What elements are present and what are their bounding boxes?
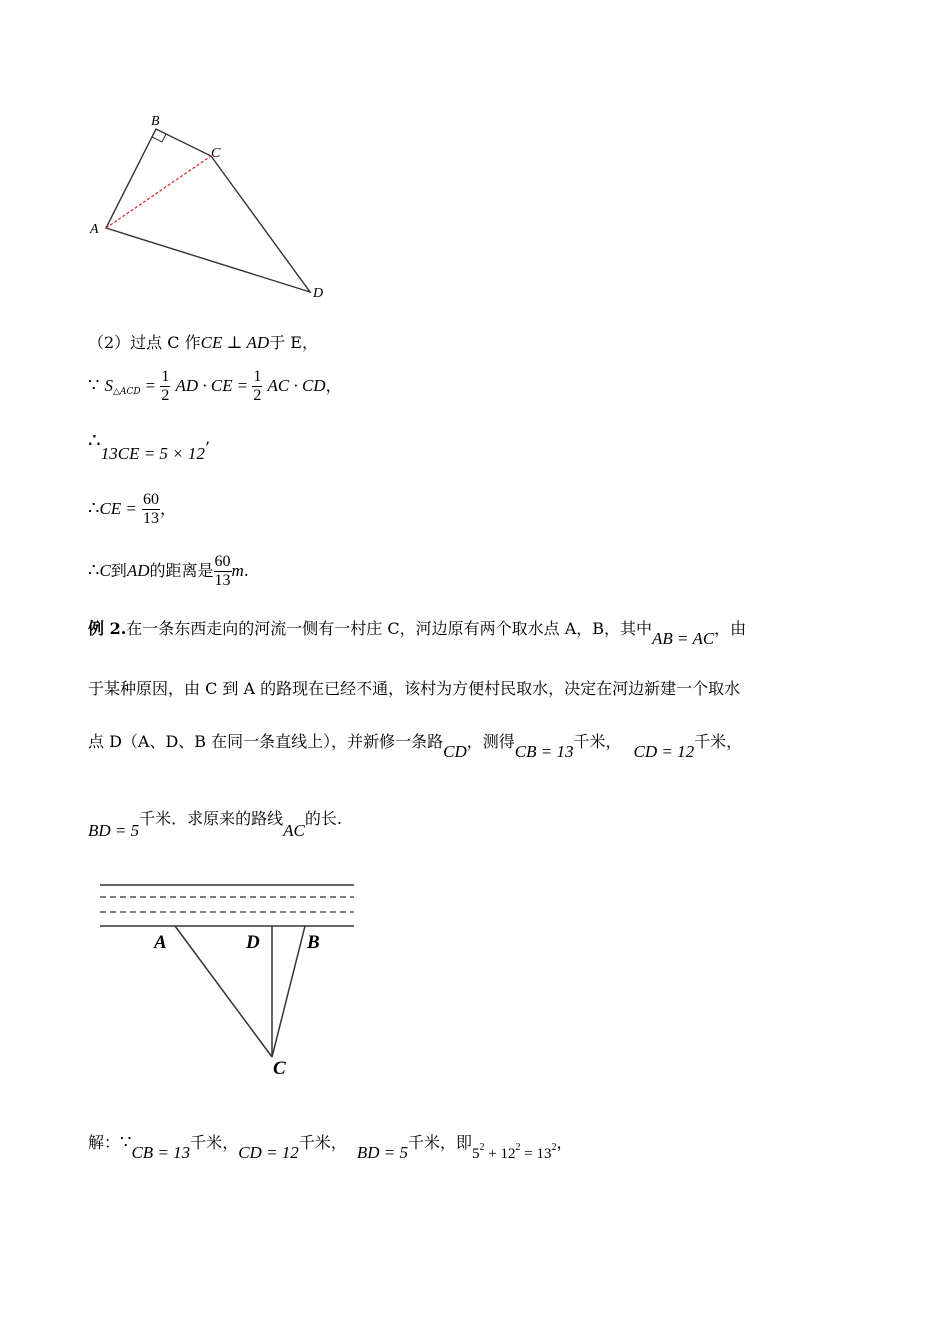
solution-cd: CD = 12 bbox=[238, 1143, 299, 1162]
step1-prefix: （2）过点 C 作 bbox=[88, 333, 201, 352]
unit-km: 千米 bbox=[573, 732, 606, 751]
area-symbol: S bbox=[104, 376, 114, 395]
frac-num: 1 bbox=[253, 368, 262, 385]
frac-den: 2 bbox=[253, 387, 262, 404]
eq-equals-13: = 13 bbox=[520, 1146, 552, 1162]
unit-km: 千米 bbox=[298, 1133, 331, 1152]
solution-step-1 bbox=[88, 330, 318, 353]
area-term-2: AC · CD bbox=[267, 376, 326, 395]
example2-line2-text: 于某种原因，由 C 到 A 的路现在已经不通，该村为方便村民取水，决定在河边新建一个取水 bbox=[88, 679, 741, 698]
label-d: D bbox=[313, 286, 324, 301]
step5-c: C bbox=[99, 561, 111, 580]
because-symbol: ∵ bbox=[120, 1132, 132, 1153]
step1-math: CE ⊥ AD bbox=[200, 333, 270, 352]
step4-lhs: CE = bbox=[99, 499, 137, 518]
frac-den: 13 bbox=[214, 572, 231, 589]
equals-sign: = bbox=[145, 376, 156, 395]
frac-den: 2 bbox=[161, 387, 170, 404]
right-angle-mark bbox=[152, 134, 166, 142]
unit-km: 千米 bbox=[139, 809, 172, 828]
unit-km: 千米 bbox=[190, 1133, 223, 1152]
step3-math: 13CE = 5 × 12 bbox=[100, 444, 205, 463]
area-subscript: △ACD bbox=[113, 387, 141, 397]
eq-base-5: 5 bbox=[472, 1146, 480, 1162]
step4-tail: ， bbox=[160, 499, 177, 518]
solution-tail: ， bbox=[556, 1133, 573, 1152]
therefore-symbol: ∴ bbox=[88, 498, 100, 519]
step5-text: 的距离是 bbox=[149, 561, 214, 580]
fraction-60-13 bbox=[142, 491, 160, 528]
equals-sign: = bbox=[237, 376, 248, 395]
step5-tail: . bbox=[243, 561, 249, 580]
step1-suffix: 于 E， bbox=[269, 333, 318, 352]
step5-ad: AD bbox=[126, 561, 150, 580]
quadrilateral-outline bbox=[106, 129, 310, 292]
example2-line4-text: ．求原来的路线 bbox=[171, 809, 284, 828]
comma: ， bbox=[330, 1133, 347, 1152]
label-c: C bbox=[273, 1058, 286, 1079]
solution-step-3 bbox=[88, 428, 210, 463]
exponent: 2 bbox=[479, 1142, 485, 1153]
frac-den: 13 bbox=[143, 510, 159, 527]
example2-line-1 bbox=[88, 616, 747, 648]
example2-line1-math: AB = AC bbox=[652, 629, 715, 648]
example2-ac: AC bbox=[283, 821, 305, 840]
step3-tail: ’ bbox=[204, 438, 210, 457]
solution-step-5 bbox=[88, 553, 249, 590]
example2-bd: BD = 5 bbox=[88, 821, 140, 840]
exponent: 2 bbox=[551, 1142, 557, 1153]
example2-line-3 bbox=[88, 729, 743, 761]
label-a: A bbox=[154, 932, 167, 953]
segment-bc bbox=[272, 926, 305, 1057]
step5-to: 到 bbox=[110, 561, 127, 580]
dashed-diagonal-ac bbox=[106, 156, 211, 228]
comma: ， bbox=[605, 732, 622, 751]
comma: ， bbox=[726, 732, 743, 751]
solution-cb: CB = 13 bbox=[131, 1143, 191, 1162]
example2-line1-tail: ，由 bbox=[714, 619, 747, 638]
example2-line-4 bbox=[88, 806, 342, 840]
therefore-symbol: ∴ bbox=[88, 428, 101, 452]
example2-line3-text: 点 D（A、D、B 在同一条直线上），并新修一条路 bbox=[88, 732, 444, 751]
step5-unit: m bbox=[231, 561, 244, 580]
because-symbol: ∵ bbox=[88, 375, 100, 396]
frac-num: 60 bbox=[143, 491, 159, 508]
label-c: C bbox=[211, 146, 221, 161]
example2-label: 例 2. bbox=[88, 619, 127, 638]
solution-step-2 bbox=[88, 368, 342, 405]
exponent: 2 bbox=[515, 1142, 521, 1153]
step2-tail: ， bbox=[325, 376, 342, 395]
example2-line1-text: 在一条东西走向的河流一侧有一村庄 C，河边原有两个取水点 A，B，其中 bbox=[126, 619, 653, 638]
label-b: B bbox=[307, 932, 320, 953]
figure-river bbox=[95, 875, 365, 1085]
solution-step-4 bbox=[88, 491, 176, 528]
ji-text: 即 bbox=[456, 1133, 473, 1152]
example2-cd12: CD = 12 bbox=[633, 742, 695, 761]
figure-quadrilateral bbox=[80, 105, 340, 310]
eq-plus-12: + 12 bbox=[484, 1146, 516, 1162]
fraction-60-13 bbox=[214, 553, 232, 590]
example2-solution bbox=[88, 1130, 573, 1162]
solution-prefix: 解： bbox=[88, 1133, 121, 1152]
label-b: B bbox=[151, 114, 160, 129]
example2-line-2 bbox=[88, 676, 740, 699]
therefore-symbol: ∴ bbox=[88, 560, 100, 581]
pythagorean-equation bbox=[472, 1142, 557, 1162]
example2-cd: CD bbox=[443, 742, 467, 761]
comma: ， bbox=[222, 1133, 239, 1152]
label-d: D bbox=[246, 932, 260, 953]
unit-km: 千米 bbox=[694, 732, 727, 751]
comma: ， bbox=[439, 1133, 456, 1152]
example2-line4-tail: 的长. bbox=[304, 809, 342, 828]
frac-num: 1 bbox=[161, 368, 170, 385]
unit-km: 千米 bbox=[407, 1133, 440, 1152]
example2-measured: ，测得 bbox=[466, 732, 515, 751]
fraction-half-1 bbox=[160, 368, 170, 405]
frac-num: 60 bbox=[214, 553, 231, 570]
example2-cb: CB = 13 bbox=[514, 742, 574, 761]
area-term-1: AD · CE bbox=[175, 376, 233, 395]
fraction-half-2 bbox=[252, 368, 262, 405]
label-a: A bbox=[90, 222, 99, 237]
solution-bd: BD = 5 bbox=[356, 1143, 408, 1162]
